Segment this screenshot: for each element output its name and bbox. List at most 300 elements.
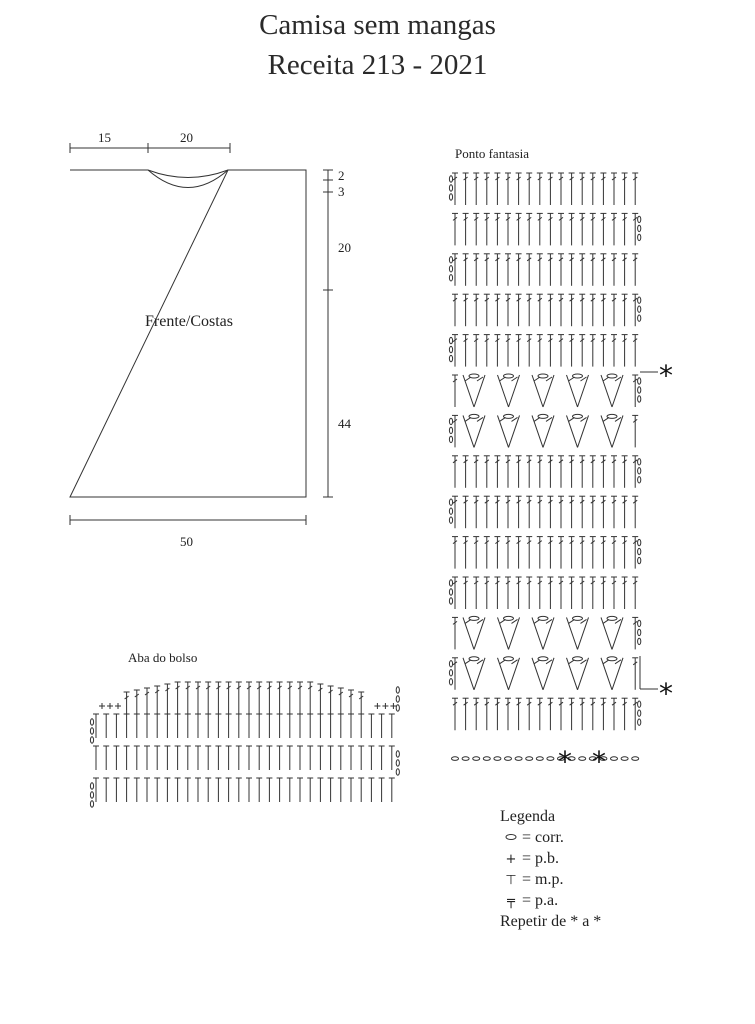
chain-stitch [449, 598, 452, 604]
half-double-crochet-stitch [134, 714, 140, 738]
double-crochet-stitch [611, 213, 617, 245]
double-crochet-stitch [632, 415, 638, 447]
chain-stitch [90, 783, 93, 789]
v-stitch-group [532, 616, 554, 649]
half-double-crochet-stitch [256, 746, 262, 770]
chain-stitch [449, 346, 452, 352]
double-crochet-stitch [611, 698, 617, 730]
double-crochet-stitch [463, 213, 469, 245]
half-double-crochet-stitch [297, 778, 303, 802]
foundation-chain [494, 757, 501, 761]
dim-neck-depth: 3 [338, 184, 345, 199]
half-double-crochet-stitch [358, 714, 364, 738]
half-double-crochet-stitch [226, 746, 232, 770]
double-crochet-stitch [473, 698, 479, 730]
chain-stitch [396, 687, 399, 693]
legend-item-chain: = corr. [500, 827, 601, 848]
double-crochet-stitch [579, 294, 585, 326]
double-crochet-stitch [452, 537, 458, 569]
double-crochet-stitch [505, 577, 511, 609]
double-crochet-stitch [611, 294, 617, 326]
double-crochet-stitch [516, 213, 522, 245]
v-stitch-group [498, 414, 520, 447]
half-double-crochet-stitch [236, 746, 242, 770]
foundation-chain [505, 757, 512, 761]
half-double-crochet-stitch [379, 778, 385, 802]
chain-stitch [449, 679, 452, 685]
double-crochet-stitch [484, 173, 490, 205]
double-crochet-stitch [473, 294, 479, 326]
half-double-crochet-stitch [379, 746, 385, 770]
double-crochet-stitch [569, 173, 575, 205]
double-crochet-stitch [463, 335, 469, 367]
double-crochet-stitch [558, 456, 564, 488]
half-double-crochet-stitch [389, 778, 395, 802]
double-crochet-stitch [236, 682, 242, 714]
double-crochet-stitch [526, 537, 532, 569]
legend-repeat: Repetir de * a * [500, 913, 602, 930]
double-crochet-stitch [526, 213, 532, 245]
half-double-crochet-stitch [266, 714, 272, 738]
double-crochet-stitch [622, 173, 628, 205]
chain-stitch [638, 225, 641, 231]
double-crochet-stitch [484, 254, 490, 286]
double-crochet-stitch [463, 537, 469, 569]
double-crochet-stitch [537, 577, 543, 609]
double-crochet-stitch [569, 335, 575, 367]
neckline-back [148, 170, 228, 188]
repeat-star-lower: * [659, 677, 673, 710]
double-crochet-stitch [124, 692, 130, 714]
double-crochet-stitch [226, 682, 232, 714]
double-crochet-stitch [266, 682, 272, 714]
half-double-crochet-stitch [317, 714, 323, 738]
double-crochet-stitch [600, 577, 606, 609]
half-double-crochet-stitch [368, 746, 374, 770]
half-double-crochet-stitch [124, 778, 130, 802]
chain-stitch [638, 620, 641, 626]
v-stitch-group [463, 414, 485, 447]
dim-lower: 44 [338, 416, 351, 431]
double-crochet-stitch [569, 698, 575, 730]
half-double-crochet-stitch [328, 778, 334, 802]
double-crochet-stitch [632, 335, 638, 367]
double-crochet-stitch [590, 698, 596, 730]
double-crochet-stitch [505, 456, 511, 488]
half-double-crochet-stitch [287, 746, 293, 770]
double-crochet-stitch [516, 456, 522, 488]
foundation-chain [611, 757, 618, 761]
double-crochet-stitch [611, 456, 617, 488]
v-stitch-group [567, 616, 589, 649]
double-crochet-stitch [494, 173, 500, 205]
aba-do-bolso-label: Aba do bolso [128, 650, 198, 665]
double-crochet-stitch [537, 456, 543, 488]
double-crochet-stitch [579, 213, 585, 245]
double-crochet-stitch [484, 698, 490, 730]
foundation-chain [515, 757, 522, 761]
double-crochet-stitch [622, 254, 628, 286]
double-crochet-stitch [547, 173, 553, 205]
double-crochet-stitch [526, 335, 532, 367]
v-stitch-group [601, 414, 623, 447]
double-crochet-stitch [526, 496, 532, 528]
double-crochet-stitch [505, 294, 511, 326]
double-crochet-stitch [494, 335, 500, 367]
half-double-crochet-stitch [93, 714, 99, 738]
foundation-chain [526, 757, 533, 761]
double-crochet-stitch [611, 173, 617, 205]
half-double-crochet-icon: ⊤ [505, 873, 517, 888]
half-double-crochet-stitch [103, 714, 109, 738]
double-crochet-stitch [484, 294, 490, 326]
double-crochet-stitch [526, 254, 532, 286]
v-stitch-group [532, 374, 554, 407]
double-crochet-stitch [600, 496, 606, 528]
chain-stitch [638, 468, 641, 474]
double-crochet-stitch [569, 577, 575, 609]
double-crochet-stitch [505, 173, 511, 205]
half-double-crochet-stitch [307, 746, 313, 770]
double-crochet-stitch [494, 456, 500, 488]
double-crochet-stitch [611, 496, 617, 528]
double-crochet-stitch [600, 335, 606, 367]
v-stitch-group [567, 657, 589, 690]
double-crochet-stitch [277, 682, 283, 714]
double-crochet-stitch [463, 496, 469, 528]
half-double-crochet-stitch [246, 714, 252, 738]
half-double-crochet-stitch [246, 778, 252, 802]
double-crochet-stitch [215, 682, 221, 714]
double-crochet-stitch [494, 698, 500, 730]
double-crochet-stitch [632, 496, 638, 528]
v-stitch-group [463, 657, 485, 690]
double-crochet-stitch [494, 213, 500, 245]
half-double-crochet-stitch [164, 746, 170, 770]
double-crochet-stitch [622, 496, 628, 528]
double-crochet-stitch [328, 686, 334, 714]
double-crochet-stitch [547, 496, 553, 528]
half-double-crochet-stitch [103, 746, 109, 770]
double-crochet-stitch [600, 537, 606, 569]
chain-stitch [638, 306, 641, 312]
half-double-crochet-stitch [368, 778, 374, 802]
single-crochet-icon: + [505, 852, 517, 867]
double-crochet-stitch [473, 173, 479, 205]
double-crochet-stitch [505, 537, 511, 569]
double-crochet-stitch [526, 294, 532, 326]
double-crochet-stitch [452, 617, 458, 649]
double-crochet-stitch [569, 456, 575, 488]
double-crochet-stitch [632, 254, 638, 286]
double-crochet-stitch [516, 496, 522, 528]
double-crochet-stitch [600, 698, 606, 730]
double-crochet-stitch [558, 698, 564, 730]
chain-stitch [638, 638, 641, 644]
chain-stitch [90, 792, 93, 798]
foundation-chain [473, 757, 480, 761]
half-double-crochet-stitch [185, 746, 191, 770]
double-crochet-stitch [494, 537, 500, 569]
v-stitch-group [567, 374, 589, 407]
chain-stitch [449, 436, 452, 442]
half-double-crochet-stitch [195, 714, 201, 738]
chain-stitch [638, 315, 641, 321]
foundation-chain [462, 757, 469, 761]
double-crochet-stitch [473, 213, 479, 245]
chain-stitch [396, 696, 399, 702]
repeat-star-bottom-left: * [558, 745, 572, 778]
v-stitch-group [463, 374, 485, 407]
chain-stitch [90, 728, 93, 734]
half-double-crochet-stitch [358, 778, 364, 802]
chain-stitch [449, 257, 452, 263]
chain-stitch [449, 670, 452, 676]
double-crochet-stitch [590, 254, 596, 286]
double-crochet-stitch [579, 496, 585, 528]
half-double-crochet-stitch [205, 714, 211, 738]
double-crochet-stitch [611, 254, 617, 286]
double-crochet-stitch [463, 577, 469, 609]
chain-stitch [90, 801, 93, 807]
chain-stitch [638, 710, 641, 716]
double-crochet-stitch [558, 294, 564, 326]
title-line-2: Receita 213 - 2021 [267, 49, 488, 81]
double-crochet-stitch [547, 577, 553, 609]
double-crochet-stitch [569, 496, 575, 528]
double-crochet-stitch [569, 294, 575, 326]
double-crochet-stitch [484, 537, 490, 569]
half-double-crochet-stitch [144, 746, 150, 770]
dim-bottom-width: 50 [180, 534, 193, 549]
half-double-crochet-stitch [256, 714, 262, 738]
double-crochet-stitch [622, 294, 628, 326]
foundation-chain [632, 757, 639, 761]
double-crochet-stitch [547, 698, 553, 730]
double-crochet-stitch [484, 335, 490, 367]
half-double-crochet-stitch [389, 714, 395, 738]
double-crochet-stitch [473, 496, 479, 528]
double-crochet-stitch [287, 682, 293, 714]
half-double-crochet-stitch [348, 778, 354, 802]
foundation-chain [536, 757, 543, 761]
double-crochet-stitch [537, 537, 543, 569]
double-crochet-stitch [516, 577, 522, 609]
double-crochet-stitch [558, 537, 564, 569]
half-double-crochet-stitch [368, 714, 374, 738]
half-double-crochet-stitch [307, 778, 313, 802]
double-crochet-stitch [505, 213, 511, 245]
half-double-crochet-stitch [277, 714, 283, 738]
chain-stitch-icon [500, 828, 522, 849]
half-double-crochet-stitch [185, 778, 191, 802]
double-crochet-stitch [622, 577, 628, 609]
double-crochet-stitch [484, 456, 490, 488]
neckline-front [148, 170, 228, 178]
double-crochet-stitch [611, 537, 617, 569]
double-crochet-stitch [569, 537, 575, 569]
double-crochet-stitch [590, 294, 596, 326]
piece-label: Frente/Costas [145, 313, 233, 330]
chain-stitch [638, 387, 641, 393]
chain-stitch [449, 275, 452, 281]
half-double-crochet-stitch [215, 714, 221, 738]
double-crochet-stitch [526, 456, 532, 488]
chain-stitch [449, 589, 452, 595]
half-double-crochet-stitch [358, 746, 364, 770]
chain-stitch [449, 580, 452, 586]
double-crochet-stitch [473, 335, 479, 367]
double-crochet-stitch [516, 254, 522, 286]
double-crochet-stitch [579, 537, 585, 569]
double-crochet-stitch [348, 690, 354, 714]
legend [500, 806, 601, 932]
double-crochet-stitch [569, 213, 575, 245]
double-crochet-stitch [494, 294, 500, 326]
half-double-crochet-stitch [317, 778, 323, 802]
double-crochet-stitch [558, 335, 564, 367]
double-crochet-stitch [579, 698, 585, 730]
half-double-crochet-stitch [154, 746, 160, 770]
half-double-crochet-stitch [195, 746, 201, 770]
dim-upper: 20 [338, 240, 351, 255]
half-double-crochet-stitch [205, 746, 211, 770]
double-crochet-stitch [537, 213, 543, 245]
legend-item-half-double: ⊤ = m.p. [500, 869, 601, 890]
double-crochet-stitch [611, 335, 617, 367]
double-crochet-stitch [590, 577, 596, 609]
double-crochet-stitch [452, 375, 458, 407]
double-crochet-stitch [154, 686, 160, 714]
double-crochet-stitch [484, 496, 490, 528]
half-double-crochet-stitch [175, 778, 181, 802]
chain-stitch [449, 355, 452, 361]
half-double-crochet-stitch [93, 778, 99, 802]
double-crochet-stitch [622, 213, 628, 245]
double-crochet-stitch [185, 682, 191, 714]
chain-stitch [449, 337, 452, 343]
double-crochet-stitch [590, 456, 596, 488]
half-double-crochet-stitch [215, 746, 221, 770]
double-crochet-stitch [558, 173, 564, 205]
repeat-star-upper: * [659, 359, 673, 392]
repeat-star-bottom-right: * [592, 745, 606, 778]
title-line-1: Camisa sem mangas [259, 9, 496, 41]
half-double-crochet-stitch [103, 778, 109, 802]
double-crochet-stitch [452, 698, 458, 730]
half-double-crochet-stitch [307, 714, 313, 738]
double-crochet-stitch [537, 254, 543, 286]
half-double-crochet-stitch [277, 746, 283, 770]
double-crochet-stitch [622, 335, 628, 367]
double-crochet-stitch [463, 173, 469, 205]
half-double-crochet-stitch [256, 778, 262, 802]
double-crochet-stitch [579, 335, 585, 367]
double-crochet-stitch [537, 173, 543, 205]
half-double-crochet-stitch [175, 714, 181, 738]
foundation-chain [483, 757, 490, 761]
double-crochet-stitch [590, 335, 596, 367]
chain-stitch [638, 539, 641, 545]
v-stitch-group [498, 374, 520, 407]
double-crochet-stitch [590, 213, 596, 245]
double-crochet-stitch [473, 577, 479, 609]
v-stitch-group [567, 414, 589, 447]
chain-stitch [638, 477, 641, 483]
foundation-chain [547, 757, 554, 761]
double-crochet-stitch [558, 213, 564, 245]
double-crochet-stitch [516, 698, 522, 730]
double-crochet-stitch [358, 692, 364, 714]
legend-item-single: + = p.b. [500, 848, 601, 869]
double-crochet-stitch [632, 577, 638, 609]
half-double-crochet-stitch [348, 746, 354, 770]
chain-stitch [449, 176, 452, 182]
chain-stitch [638, 234, 641, 240]
v-stitch-group [498, 616, 520, 649]
half-double-crochet-stitch [154, 778, 160, 802]
double-crochet-stitch [256, 682, 262, 714]
chain-stitch [396, 760, 399, 766]
half-double-crochet-stitch [338, 778, 344, 802]
half-double-crochet-stitch [154, 714, 160, 738]
double-crochet-stitch [484, 577, 490, 609]
chain-stitch [449, 427, 452, 433]
double-crochet-stitch [547, 456, 553, 488]
chain-stitch [638, 719, 641, 725]
half-double-crochet-stitch [175, 746, 181, 770]
half-double-crochet-stitch [134, 746, 140, 770]
double-crochet-stitch [473, 254, 479, 286]
double-crochet-stitch [494, 577, 500, 609]
dim-top-neck: 20 [180, 130, 193, 145]
double-crochet-stitch [590, 496, 596, 528]
chain-stitch [638, 548, 641, 554]
double-crochet-stitch [175, 682, 181, 714]
chain-stitch [638, 629, 641, 635]
double-crochet-stitch [558, 577, 564, 609]
foundation-chain [579, 757, 586, 761]
double-crochet-stitch [526, 577, 532, 609]
double-crochet-stitch [452, 294, 458, 326]
double-crochet-stitch [144, 688, 150, 714]
aba-do-bolso-chart [90, 682, 399, 807]
double-crochet-stitch [463, 698, 469, 730]
half-double-crochet-stitch [297, 714, 303, 738]
double-crochet-stitch [516, 335, 522, 367]
half-double-crochet-stitch [379, 714, 385, 738]
chain-stitch [638, 557, 641, 563]
double-crochet-stitch [622, 456, 628, 488]
half-double-crochet-stitch [348, 714, 354, 738]
double-crochet-stitch [547, 254, 553, 286]
half-double-crochet-stitch [328, 714, 334, 738]
half-double-crochet-stitch [113, 778, 119, 802]
double-crochet-stitch [134, 690, 140, 714]
double-crochet-stitch [600, 213, 606, 245]
half-double-crochet-stitch [236, 714, 242, 738]
double-crochet-stitch [526, 698, 532, 730]
v-stitch-group [498, 657, 520, 690]
half-double-crochet-stitch [124, 746, 130, 770]
v-stitch-group [532, 657, 554, 690]
half-double-crochet-stitch [338, 746, 344, 770]
double-crochet-stitch [526, 173, 532, 205]
double-crochet-stitch [205, 682, 211, 714]
half-double-crochet-stitch [144, 778, 150, 802]
chain-stitch [638, 378, 641, 384]
half-double-crochet-stitch [297, 746, 303, 770]
